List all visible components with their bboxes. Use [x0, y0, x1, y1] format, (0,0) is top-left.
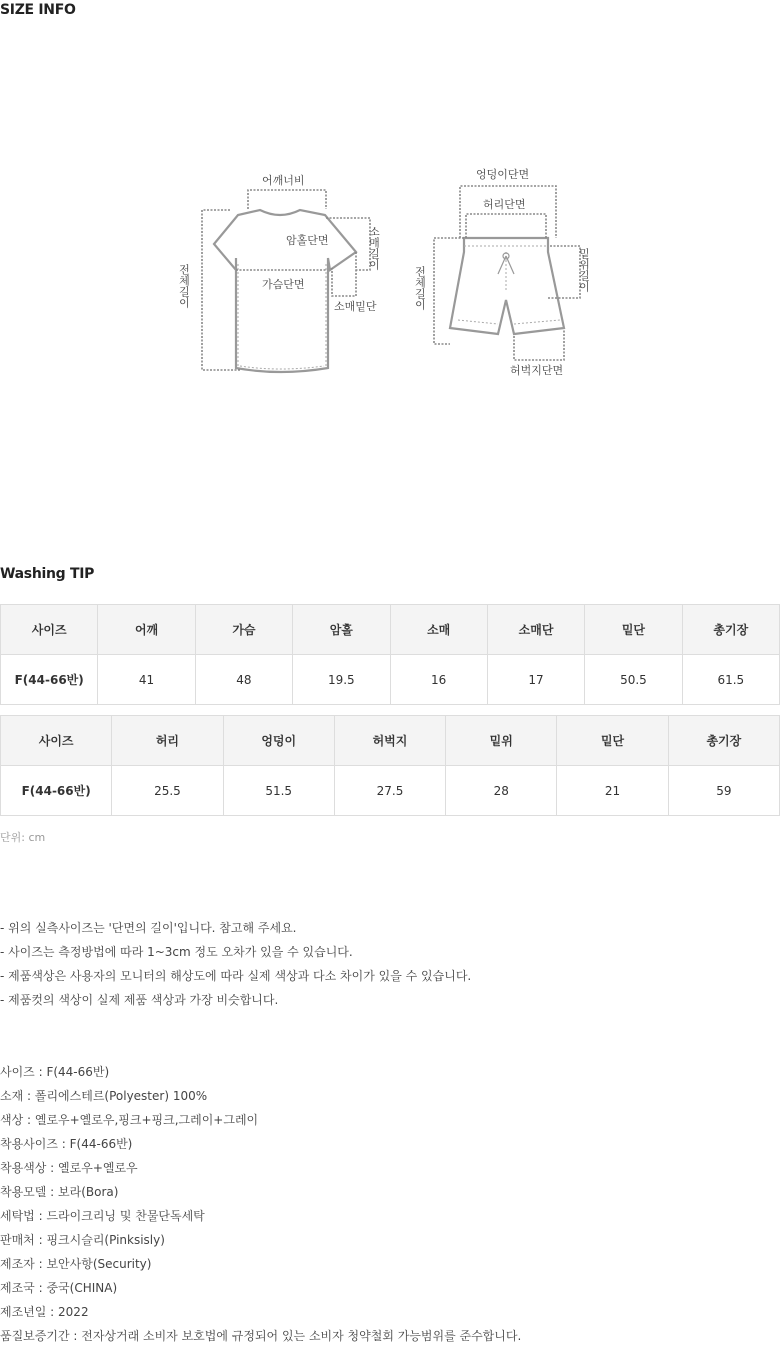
table-cell: 16: [390, 655, 487, 705]
top-size-table: [0, 604, 780, 705]
table-cell: 48: [195, 655, 292, 705]
table-header-cell: 소매단: [487, 605, 584, 655]
note-line: - 제품컷의 색상이 실제 제품 색상과 가장 비슷합니다.: [0, 993, 279, 1007]
spec-line: 착용색상 : 옐로우+옐로우: [0, 1161, 138, 1175]
label-thigh: 허벅지단면: [510, 364, 564, 377]
spec-line: 제조국 : 중국(CHINA): [0, 1281, 118, 1295]
table-header-cell: 밑단: [585, 605, 682, 655]
table-header-cell: 허리: [112, 716, 223, 766]
table-row: [1, 766, 780, 816]
spec-line: 세탁법 : 드라이크리닝 및 찬물단독세탁: [0, 1209, 205, 1223]
label-armhole: 암홀단면: [286, 234, 329, 247]
shorts-diagram: [414, 167, 591, 377]
label-shoulder: 어깨너비: [262, 174, 305, 187]
table-cell: F(44-66반): [1, 766, 112, 816]
spec-line: 색상 : 옐로우+옐로우,핑크+핑크,그레이+그레이: [0, 1113, 259, 1127]
table-cell: 59: [668, 766, 779, 816]
table-header-cell: 총기장: [668, 716, 779, 766]
note-line: - 제품색상은 사용자의 모니터의 해상도에 따라 실제 색상과 다소 차이가 있을 수 있습니다.: [0, 969, 472, 983]
bottom-size-table: [0, 715, 780, 816]
label-rise: 밑위길이: [577, 248, 591, 292]
label-top-total-length: 전체길이: [177, 264, 191, 308]
table-cell: 61.5: [682, 655, 779, 705]
size-info-title: SIZE INFO: [0, 2, 76, 18]
table-cell: 27.5: [334, 766, 445, 816]
table-header-cell: 엉덩이: [223, 716, 334, 766]
washing-tip-title: Washing TIP: [0, 566, 95, 582]
label-bottom-total-length: 전체길이: [413, 266, 427, 310]
table-header-cell: 사이즈: [1, 605, 98, 655]
table-header-row: [1, 716, 780, 766]
table-cell: 51.5: [223, 766, 334, 816]
table-header-cell: 허벅지: [334, 716, 445, 766]
label-chest: 가슴단면: [262, 278, 305, 291]
table-cell: 21: [557, 766, 668, 816]
table-cell: 28: [446, 766, 557, 816]
table-cell: 25.5: [112, 766, 223, 816]
table-header-cell: 밑단: [557, 716, 668, 766]
tshirt-diagram: [178, 173, 381, 372]
table-cell: 50.5: [585, 655, 682, 705]
unit-note: 단위: cm: [0, 831, 46, 844]
spec-line: 소재 : 폴리에스테르(Polyester) 100%: [0, 1089, 208, 1103]
spec-line: 사이즈 : F(44-66반): [0, 1065, 110, 1079]
table-cell: 17: [487, 655, 584, 705]
table-header-cell: 밑위: [446, 716, 557, 766]
label-waist: 허리단면: [483, 198, 526, 211]
spec-line: 착용사이즈 : F(44-66반): [0, 1137, 133, 1151]
spec-line: 품질보증기간 : 전자상거래 소비자 보호법에 규정되어 있는 소비자 청약철회 가능범위를 준수합니다.: [0, 1329, 522, 1343]
table-header-cell: 소매: [390, 605, 487, 655]
table-header-cell: 사이즈: [1, 716, 112, 766]
spec-line: 판매처 : 핑크시슬리(Pinksisly): [0, 1233, 165, 1247]
spec-line: 제조년일 : 2022: [0, 1305, 89, 1319]
spec-line: 제조자 : 보안사항(Security): [0, 1257, 152, 1271]
label-hip: 엉덩이단면: [476, 168, 530, 181]
table-header-cell: 암홀: [293, 605, 390, 655]
table-cell: 19.5: [293, 655, 390, 705]
product-specs: [0, 1060, 521, 1348]
note-line: - 사이즈는 측정방법에 따라 1~3cm 정도 오차가 있을 수 있습니다.: [0, 945, 353, 959]
size-notes: [0, 916, 471, 1012]
table-cell: F(44-66반): [1, 655, 98, 705]
table-header-cell: 어깨: [98, 605, 195, 655]
size-diagram: [177, 160, 600, 390]
table-row: [1, 655, 780, 705]
table-header-row: [1, 605, 780, 655]
table-cell: 41: [98, 655, 195, 705]
note-line: - 위의 실측사이즈는 '단면의 길이'입니다. 참고해 주세요.: [0, 921, 297, 935]
table-header-cell: 가슴: [195, 605, 292, 655]
label-sleeve-length: 소매길이: [367, 226, 381, 270]
label-sleeve-hem: 소매밑단: [334, 300, 377, 313]
spec-line: 착용모델 : 보라(Bora): [0, 1185, 119, 1199]
table-header-cell: 총기장: [682, 605, 779, 655]
